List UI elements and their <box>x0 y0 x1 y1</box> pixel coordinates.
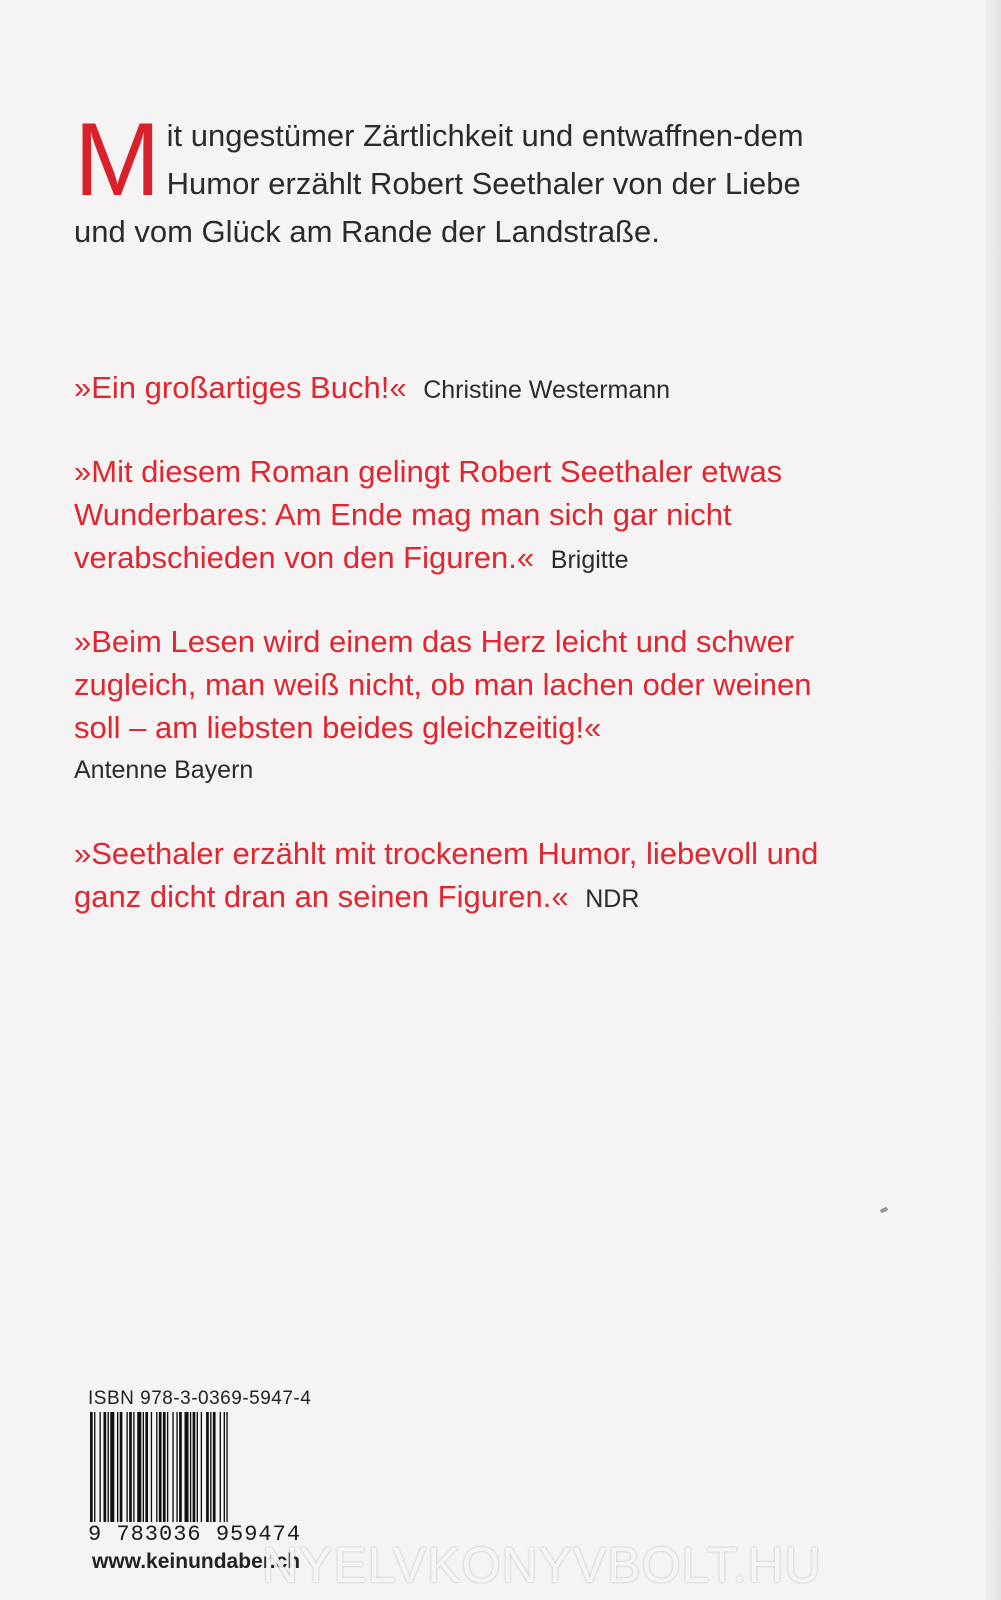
review-quote <box>74 620 854 792</box>
cover-edge <box>985 0 1001 1600</box>
barcode-digits: 9 783036 959474 <box>88 1522 302 1547</box>
blurb-text: it ungestümer Zärtlichkeit und entwaffnen-dem Humor erzählt Robert Seethaler von der Liebe und vom Glück am Rande der Landstraße. <box>74 118 804 249</box>
quote-source: NDR <box>585 885 640 913</box>
isbn-label: ISBN 978-3-0369-5947-4 <box>88 1388 312 1409</box>
blurb-dropcap: M <box>74 102 161 218</box>
watermark: NYELVKONYVBOLT.HU <box>262 1537 822 1593</box>
quote-source: Antenne Bayern <box>74 756 254 784</box>
quote-source: Christine Westermann <box>423 376 671 404</box>
review-quote <box>74 366 854 412</box>
publisher-url: www.keinundaber.ch <box>92 1550 301 1573</box>
review-quote <box>74 832 854 921</box>
quote-text: »Mit diesem Roman gelingt Robert Seethaler etwas Wunderbares: Am Ende mag man sich gar nicht verabschieden von den Figuren.« <box>74 454 783 575</box>
quote-text: »Ein großartiges Buch!« <box>74 370 407 405</box>
barcode <box>88 1412 340 1522</box>
print-speck <box>880 1206 889 1213</box>
blurb <box>74 102 854 256</box>
quote-text: »Seethaler erzählt mit trockenem Humor, liebevoll und ganz dicht dran an seinen Figuren.« <box>74 836 819 914</box>
quote-source: Brigitte <box>550 546 629 574</box>
review-quote <box>74 450 854 582</box>
quote-text: »Beim Lesen wird einem das Herz leicht und schwer zugleich, man weiß nicht, ob man lachen oder weinen soll – am liebsten beides gleichzeitig!« <box>74 624 812 745</box>
